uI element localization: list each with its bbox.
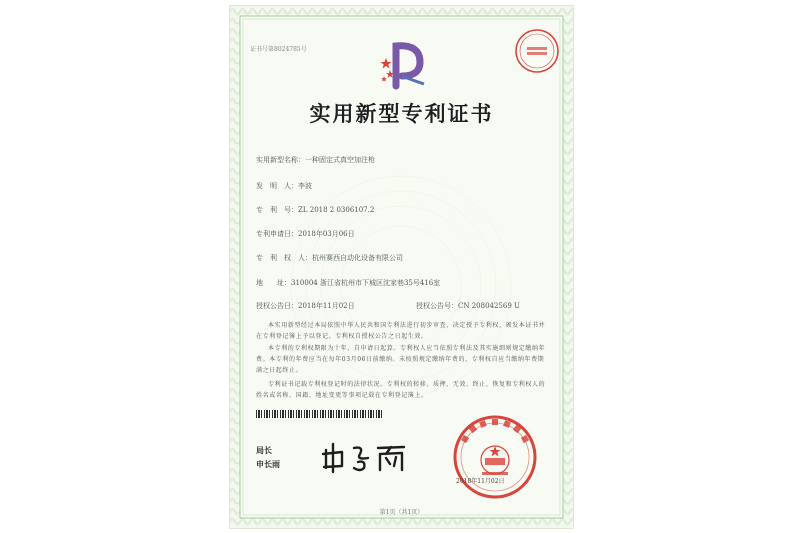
barcode bbox=[256, 410, 384, 418]
grant-number-row bbox=[416, 302, 520, 311]
paragraph-legal-status: 专利证书记载专利权登记时的法律状况。专利权的转移、质押、无效、终止、恢复和专利权人的姓名或名称、国籍、地址变更等事项记载在专利登记簿上。 bbox=[256, 381, 546, 399]
patentee-value: 杭州赛西自动化设备有限公司 bbox=[312, 254, 403, 262]
grant-number-value: CN 208042569 U bbox=[458, 302, 520, 310]
address-value: 310004 浙江省杭州市下城区沈家巷35号416室 bbox=[291, 279, 441, 287]
corner-seal-icon bbox=[514, 28, 560, 74]
director-name: 申长雨 bbox=[256, 459, 280, 469]
filing-date-label: 专利申请日： bbox=[256, 230, 298, 238]
address-row bbox=[256, 279, 440, 288]
paragraph-grant-decision: 本实用新型经过本局依照中华人民共和国专利法进行初步审查，决定授予专利权，颁发本证书并在专利登记簿上予以登记。专利权自授权公告之日起生效。 bbox=[256, 322, 546, 340]
official-seal-icon bbox=[452, 414, 538, 500]
filing-date-row bbox=[256, 230, 355, 239]
grant-date-row bbox=[256, 302, 355, 311]
utility-name-label: 实用新型名称： bbox=[256, 156, 305, 164]
inventor-label: 发 明 人： bbox=[256, 182, 298, 190]
filing-date-value: 2018年03月06日 bbox=[298, 230, 355, 238]
director-title: 局长 bbox=[256, 445, 272, 455]
grant-date-label: 授权公告日： bbox=[256, 302, 298, 310]
patent-office-logo-icon bbox=[378, 36, 434, 92]
utility-name-value: 一种固定式真空加注枪 bbox=[305, 156, 375, 164]
inventor-row bbox=[256, 182, 312, 191]
seal-date: 2018年11月02日 bbox=[456, 478, 505, 485]
inventor-value: 李波 bbox=[298, 182, 312, 190]
patentee-row bbox=[256, 254, 403, 263]
utility-name-row bbox=[256, 156, 375, 165]
grant-number-label: 授权公告号： bbox=[416, 302, 458, 310]
patent-number-value: ZL 2018 2 0306107.2 bbox=[298, 206, 375, 214]
paragraph-term-fees: 本专利的专利权期限为十年，自申请日起算。专利权人应当依照专利法及其实施细则规定缴纳年费。本专利的年费应当在每年03月06日前缴纳。未按照规定缴纳年费的，专利权自应当缴纳年费期满之日起终止。 bbox=[256, 345, 546, 374]
patent-number-label: 专 利 号： bbox=[256, 206, 298, 214]
address-label: 地 址： bbox=[256, 279, 291, 287]
certificate-number: 证书号第8024785号 bbox=[250, 46, 307, 53]
patent-number-row bbox=[256, 206, 374, 215]
patent-certificate bbox=[230, 6, 573, 528]
certificate-title: 实用新型专利证书 bbox=[309, 101, 494, 126]
director-signature bbox=[320, 440, 410, 474]
patentee-label: 专 利 权 人： bbox=[256, 254, 312, 262]
grant-date-value: 2018年11月02日 bbox=[298, 302, 355, 310]
page-footer: 第1页（共1页） bbox=[379, 509, 424, 516]
